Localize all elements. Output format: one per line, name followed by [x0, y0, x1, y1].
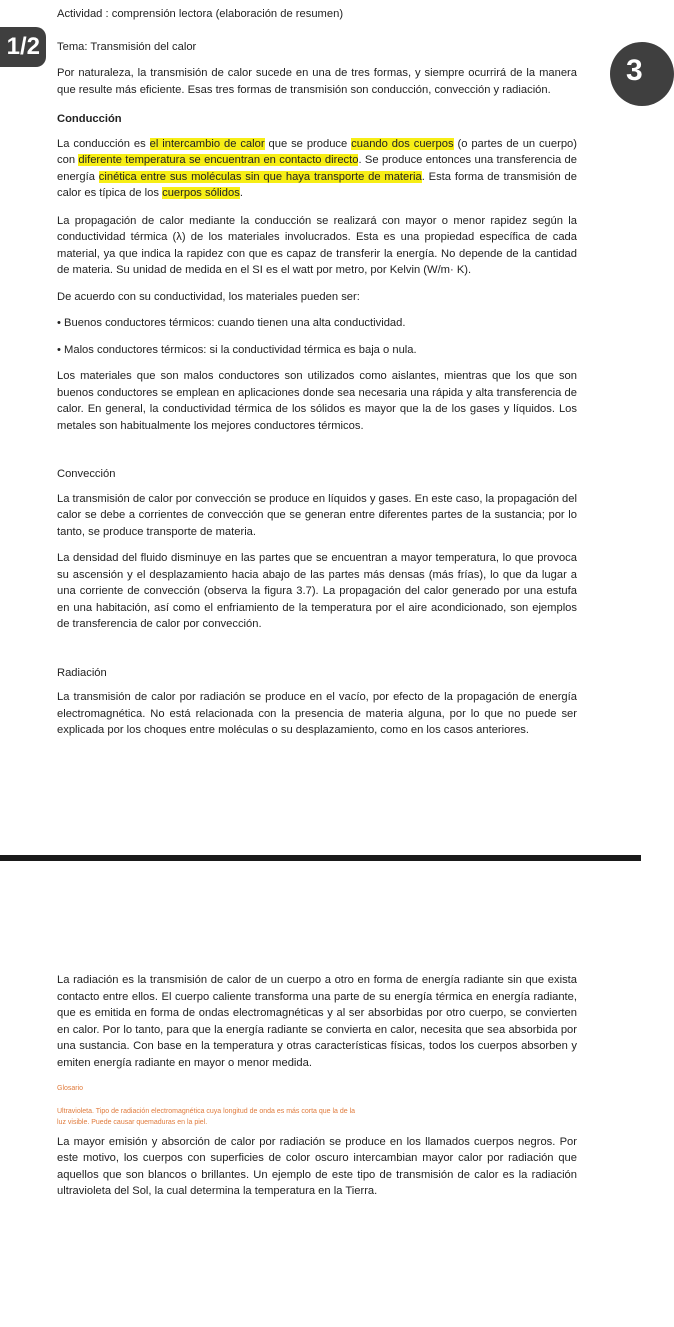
intro-paragraph: Por naturaleza, la transmisión de calor sucede en una de tres formas, y siempre ocurrirá de la manera que resulte más eficiente. Esas tres formas de transmisión son conducción, convección y radiación.: [57, 67, 577, 96]
page-indicator[interactable]: 1/2: [0, 27, 46, 67]
side-page-marker-label: 3: [626, 54, 643, 87]
glossary-line: luz visible. Puede causar quemaduras en la piel.: [57, 1118, 208, 1126]
section-heading-radiacion: Radiación: [57, 666, 107, 679]
highlight: cuando dos cuerpos: [351, 137, 454, 150]
activity-title: Actividad : comprensión lectora (elaboración de resumen): [57, 8, 344, 20]
highlight: el intercambio de calor: [149, 137, 265, 150]
conduccion-paragraph-4: Los materiales que son malos conductores son utilizados como aislantes, mientras que los que son buenos conductores se emplean en aplicaciones donde sea necesaria una rápida y alta transferencia de calor. En general, la conductividad térmica de los sólidos es mayor que la de los gases y líquidos. Los metales son habitualmente los mejores conductores térmicos.: [57, 370, 577, 432]
highlight: cinética entre sus moléculas sin que haya transporte de materia: [98, 170, 422, 183]
highlight: cuerpos sólidos: [162, 187, 240, 199]
radiacion-paragraph-2: La radiación es la transmisión de calor de un cuerpo a otro en forma de energía radiante sin que exista contacto entre ellos. El cuerpo caliente transforma una parte de su energía térmica en energía radiante, que es emitida en forma de ondas electromagnéticas y al ser absorbidas por otro cuerpo, se convierten en calor. Por lo tanto, para que la energía radiante se convierta en calor, necesita que sea absorbida por una sustancia. Con base en la temperatura y otras características físicas, todos los cuerpos absorben y emiten energía radiante en mayor o menor medida.: [57, 974, 577, 1069]
section-heading-conveccion: Convección: [57, 468, 116, 480]
text-span: .: [239, 187, 243, 199]
radiacion-paragraph-1: La transmisión de calor por radiación se produce en el vacío, por efecto de la propagación de energía electromagnética. No está relacionada con la presencia de materia alguna, por lo que no puede ser explicada por los choques entre moléculas o su desplazamiento, como en los casos anteriores.: [57, 691, 577, 736]
topic-title: Tema: Transmisión del calor: [57, 40, 197, 53]
glossary-line: Ultravioleta. Tipo de radiación electromagnética cuya longitud de onda es más corta que la de la: [57, 1107, 356, 1115]
text-span: . Esta forma de transmisión de calor es típica de los: [57, 170, 577, 199]
text-span: . Se produce entonces una transferencia de energía: [57, 154, 577, 183]
document-page-2: [57, 972, 577, 1208]
bullet-item: • Buenos conductores térmicos: cuando tienen una alta conductividad.: [57, 317, 406, 329]
conduccion-paragraph-2: La propagación de calor mediante la conducción se realizará con mayor o menor rapidez según la conductividad térmica (λ) de los materiales involucrados. Esta es una propiedad específica de cada material, ya que indica la rapidez con que es capaz de transferir la energía. No depende de la cantidad de materia. Su unidad de medida en el SI es el watt por metro, por Kelvin (W/m· K).: [57, 214, 577, 276]
highlight: diferente temperatura se encuentran en contacto directo: [78, 154, 359, 166]
text-span: que se produce: [264, 137, 352, 150]
page-divider: [0, 855, 641, 861]
text-span: La conducción es: [57, 137, 150, 150]
glossary-entry: [57, 1106, 577, 1128]
section-heading-conduccion: Conducción: [57, 113, 122, 125]
bullet-item: • Malos conductores térmicos: si la conductividad térmica es baja o nula.: [57, 343, 417, 356]
document-page-1: [57, 6, 577, 747]
text-span: (o partes de un cuerpo) con: [57, 137, 577, 166]
glossary-title: Glosario: [57, 1085, 84, 1092]
conduccion-paragraph-1: [57, 136, 577, 202]
conduccion-paragraph-3: De acuerdo con su conductividad, los materiales pueden ser:: [57, 290, 360, 303]
side-page-marker[interactable]: [610, 42, 674, 106]
conveccion-paragraph-2: La densidad del fluido disminuye en las partes que se encuentran a mayor temperatura, lo que provoca su ascensión y el desplazamiento hacia abajo de las partes más densas (más frías), lo que da lugar a una corriente de convección (observa la figura 3.7). La propagación del calor generado por una estufa en una habitación, así como el enfriamiento de la temperatura por el aire acondicionado, son ejemplos de transferencia de calor por convección.: [57, 552, 577, 630]
radiacion-paragraph-3: La mayor emisión y absorción de calor por radiación se produce en los llamados cuerpos negros. Por este motivo, los cuerpos con superficies de color oscuro intercambian mayor calor por radiación que aquellos que son blancos o brillantes. Un ejemplo de este tipo de transmisión de calor es la radiación ultravioleta del Sol, la cual determina la temperatura en la Tierra.: [57, 1135, 577, 1197]
conveccion-paragraph-1: La transmisión de calor por convección se produce en líquidos y gases. En este caso, la propagación del calor se debe a corrientes de convección que se generan entre diferentes partes de la sustancia; por lo tanto, se produce transporte de materia.: [57, 492, 577, 538]
